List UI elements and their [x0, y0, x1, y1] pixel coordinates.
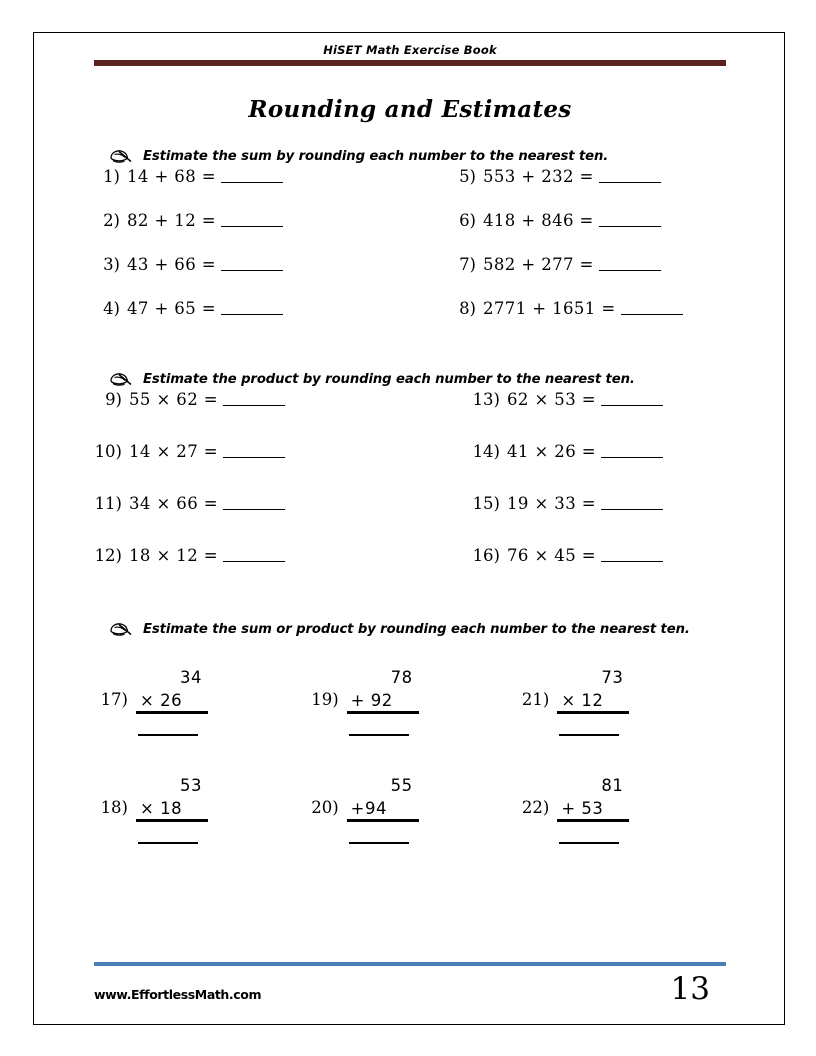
problem-number: 16)	[472, 546, 500, 565]
answer-blank[interactable]	[221, 258, 283, 271]
operation-rule	[136, 819, 208, 822]
problem-expression: 76 × 45 =	[507, 546, 596, 565]
footer-row	[94, 971, 726, 1008]
problem-item	[454, 299, 726, 343]
problem-expression: 62 × 53 =	[507, 390, 596, 409]
problem-number: 7)	[459, 255, 476, 274]
problem-number: 5)	[459, 167, 476, 186]
problem-item	[515, 668, 726, 736]
problem-item	[454, 211, 726, 255]
problem-item	[94, 255, 454, 299]
operation-rule	[557, 819, 629, 822]
problem-number: 13)	[472, 390, 500, 409]
problem-number: 18)	[100, 798, 128, 817]
problem-expression: 582 + 277 =	[483, 255, 594, 274]
operand-top: 34	[180, 668, 202, 687]
instruction-text: Estimate the product by rounding each number to the nearest ten.	[143, 371, 635, 387]
operand-bottom: + 92	[350, 691, 393, 710]
problem-expression: 41 × 26 =	[507, 442, 596, 461]
vertical-operation	[136, 776, 208, 844]
problem-expression: 82 + 12 =	[127, 211, 216, 230]
answer-blank[interactable]	[349, 842, 409, 844]
problem-expression: 14 + 68 =	[127, 167, 216, 186]
problem-expression: 18 × 12 =	[129, 546, 218, 565]
problem-item	[94, 442, 454, 494]
problem-item	[472, 494, 726, 546]
answer-blank[interactable]	[599, 214, 661, 227]
problem-number: 20)	[311, 798, 339, 817]
operation-rule	[136, 711, 208, 714]
instruction-text: Estimate the sum by rounding each number to the nearest ten.	[143, 148, 609, 164]
section-estimate-sum	[94, 145, 726, 343]
problem-expression: 43 + 66 =	[127, 255, 216, 274]
vertical-operation	[557, 668, 629, 736]
page-content	[94, 43, 726, 1016]
problem-grid	[94, 167, 726, 343]
vertical-problem-grid	[94, 668, 726, 844]
vertical-operation	[347, 776, 419, 844]
problem-item	[454, 167, 726, 211]
operand-top: 78	[390, 668, 413, 687]
vertical-operation	[347, 668, 419, 736]
problem-column-left	[94, 167, 454, 343]
answer-blank[interactable]	[138, 734, 198, 736]
section-estimate-sum-or-product	[94, 618, 726, 844]
problem-expression: 55 × 62 =	[129, 390, 218, 409]
operation-rule	[347, 711, 419, 714]
problem-item	[94, 546, 454, 598]
problem-number: 19)	[311, 690, 339, 709]
book-title: HiSET Math Exercise Book	[323, 43, 497, 57]
operand-bottom: × 18	[140, 799, 183, 818]
answer-blank[interactable]	[599, 258, 661, 271]
problem-item	[305, 668, 516, 736]
problem-column-right	[454, 390, 726, 598]
problem-column-left	[94, 390, 454, 598]
problem-item	[472, 546, 726, 598]
answer-blank[interactable]	[601, 393, 663, 406]
operand-top: 53	[180, 776, 202, 795]
problem-number: 11)	[94, 494, 122, 513]
page-footer	[94, 962, 726, 1008]
page-title: Rounding and Estimates	[248, 96, 572, 123]
answer-blank[interactable]	[138, 842, 198, 844]
answer-blank[interactable]	[601, 497, 663, 510]
answer-blank[interactable]	[221, 214, 283, 227]
problem-expression: 19 × 33 =	[507, 494, 596, 513]
answer-blank[interactable]	[223, 393, 285, 406]
problem-expression: 47 + 65 =	[127, 299, 216, 318]
instruction-row	[108, 618, 726, 640]
problem-number: 17)	[100, 690, 128, 709]
problem-item	[94, 668, 305, 736]
operand-top: 73	[601, 668, 624, 687]
problem-grid	[94, 390, 726, 598]
problem-number: 6)	[459, 211, 476, 230]
operand-top: 81	[601, 776, 624, 795]
footer-divider-rule	[94, 962, 726, 966]
answer-blank[interactable]	[559, 842, 619, 844]
answer-blank[interactable]	[601, 445, 663, 458]
instruction-row	[108, 368, 726, 390]
problem-item	[94, 299, 454, 343]
problem-number: 15)	[472, 494, 500, 513]
problem-item	[94, 390, 454, 442]
operand-bottom: + 53	[561, 799, 604, 818]
problem-item	[305, 776, 516, 844]
page-number: 13	[670, 971, 710, 1008]
answer-blank[interactable]	[223, 549, 285, 562]
problem-expression: 418 + 846 =	[483, 211, 594, 230]
problem-number: 21)	[521, 690, 550, 709]
header-divider-rule	[94, 60, 726, 66]
problem-number: 22)	[521, 798, 550, 817]
problem-expression: 34 × 66 =	[129, 494, 218, 513]
answer-blank[interactable]	[621, 302, 683, 315]
pen-icon	[108, 145, 134, 167]
problem-number: 9)	[105, 390, 122, 409]
answer-blank[interactable]	[599, 170, 661, 183]
page-border	[33, 32, 785, 1025]
operand-top: 55	[390, 776, 413, 795]
problem-number: 10)	[94, 442, 122, 461]
vertical-operation	[557, 776, 629, 844]
section-estimate-product	[94, 368, 726, 598]
problem-item	[472, 442, 726, 494]
problem-number: 8)	[459, 299, 476, 318]
answer-blank[interactable]	[349, 734, 409, 736]
instruction-row	[108, 145, 726, 167]
problem-item	[454, 255, 726, 299]
website-link[interactable]: www.EffortlessMath.com	[94, 987, 262, 1002]
pen-icon	[108, 618, 134, 640]
problem-number: 4)	[103, 299, 120, 318]
problem-expression: 14 × 27 =	[129, 442, 218, 461]
problem-item	[94, 211, 454, 255]
operand-bottom: +94	[350, 799, 387, 818]
answer-blank[interactable]	[559, 734, 619, 736]
vertical-operation	[136, 668, 208, 736]
problem-item	[472, 390, 726, 442]
problem-number: 12)	[94, 546, 122, 565]
problem-column-right	[454, 167, 726, 343]
problem-number: 2)	[103, 211, 120, 230]
problem-item	[515, 776, 726, 844]
operand-bottom: × 12	[561, 691, 604, 710]
operand-bottom: × 26	[140, 691, 183, 710]
page-header	[94, 43, 726, 66]
problem-number: 14)	[472, 442, 500, 461]
operation-rule	[347, 819, 419, 822]
instruction-text: Estimate the sum or product by rounding each number to the nearest ten.	[143, 621, 690, 637]
problem-expression: 2771 + 1651 =	[483, 299, 616, 318]
problem-item	[94, 494, 454, 546]
pen-icon	[108, 368, 134, 390]
problem-item	[94, 167, 454, 211]
problem-number: 3)	[103, 255, 120, 274]
operation-rule	[557, 711, 629, 714]
answer-blank[interactable]	[601, 549, 663, 562]
problem-number: 1)	[103, 167, 120, 186]
problem-expression: 553 + 232 =	[483, 167, 594, 186]
answer-blank[interactable]	[223, 497, 285, 510]
problem-item	[94, 776, 305, 844]
answer-blank[interactable]	[221, 170, 283, 183]
answer-blank[interactable]	[221, 302, 283, 315]
answer-blank[interactable]	[223, 445, 285, 458]
